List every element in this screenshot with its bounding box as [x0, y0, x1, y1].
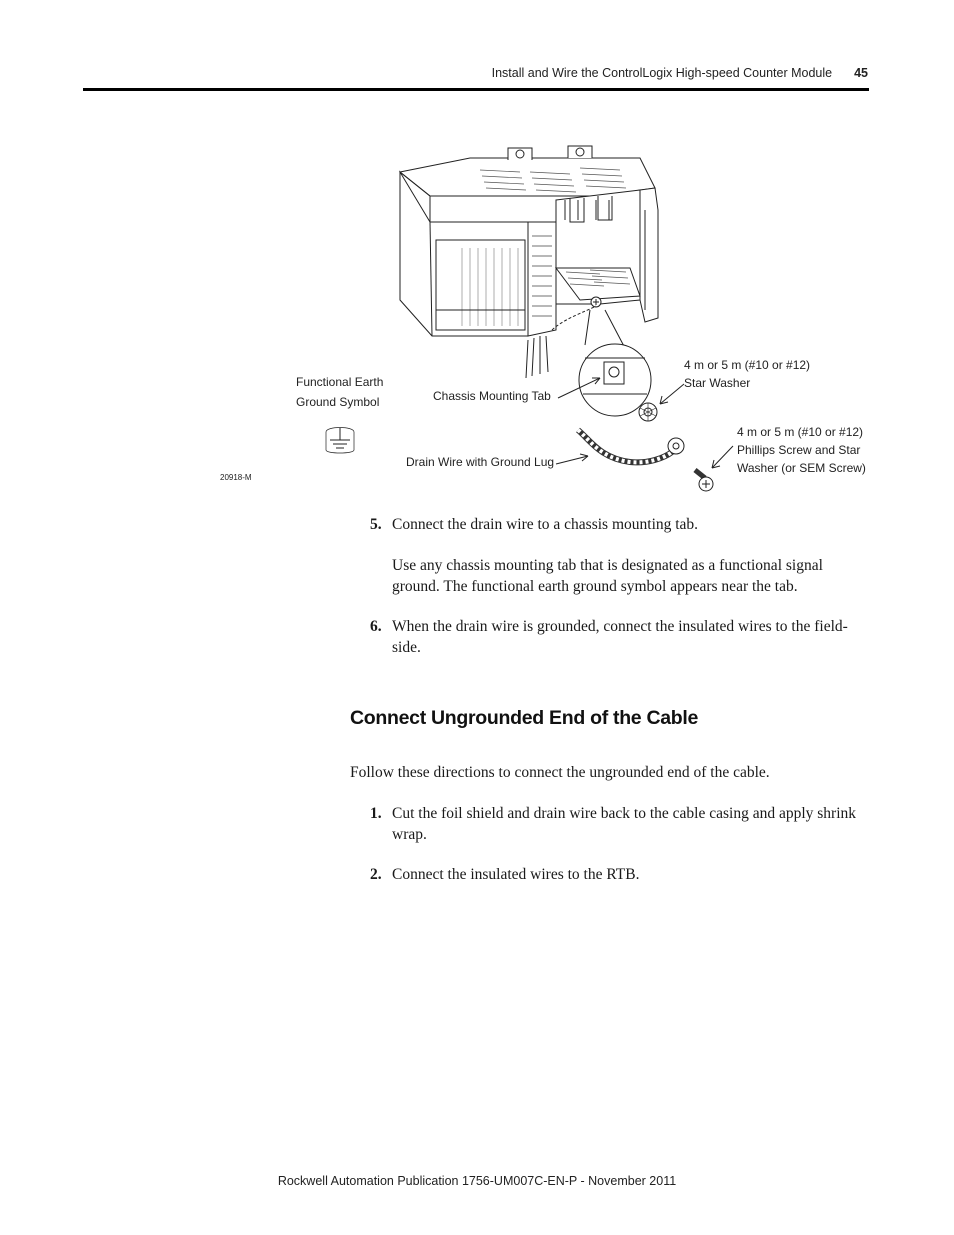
star-washer [639, 403, 657, 421]
figure-id: 20918-M [220, 473, 252, 482]
label-functional-earth: Functional Earth Ground Symbol [296, 375, 384, 409]
step-text: When the drain wire is grounded, connect the insulated wires to the field-side. [392, 618, 848, 656]
label-drain-wire: Drain Wire with Ground Lug [406, 455, 555, 469]
step-number: 1. [370, 805, 382, 822]
header-title: Install and Wire the ControlLogix High-speed Counter Module [491, 66, 833, 80]
top-mounting-tab-right [568, 146, 592, 158]
step-1 [350, 804, 870, 845]
arrow-phillips-screw [712, 446, 733, 468]
label-chassis-mounting-tab: Chassis Mounting Tab [433, 389, 551, 403]
chassis-side-panel [640, 188, 658, 322]
step-number: 2. [370, 866, 382, 883]
step-text: Connect the insulated wires to the RTB. [392, 866, 640, 883]
label-phillips-screw: 4 m or 5 m (#10 or #12) Phillips Screw and Star Washer (or SEM Screw) [737, 425, 866, 475]
drain-wire-with-lug [578, 430, 684, 462]
step-number: 6. [370, 618, 382, 635]
step-text: Cut the foil shield and drain wire back to the cable casing and apply shrink wrap. [392, 805, 857, 843]
section-heading: Connect Ungrounded End of the Cable [350, 707, 699, 729]
arrow-star-washer [660, 384, 684, 404]
page-footer: Rockwell Automation Publication 1756-UM007C-EN-P - November 2011 [277, 1174, 677, 1188]
step-text: Connect the drain wire to a chassis mounting tab. [392, 516, 699, 533]
step-5 [350, 515, 870, 536]
step-5-note: Use any chassis mounting tab that is designated as a functional signal ground. The functional earth ground symbol appears near the tab. [392, 557, 823, 595]
page-number: 45 [854, 66, 868, 80]
functional-earth-ground-icon [326, 428, 354, 454]
step-2 [350, 865, 870, 886]
phillips-screw [695, 470, 713, 491]
label-star-washer: 4 m or 5 m (#10 or #12) Star Washer [684, 358, 811, 390]
section-intro: Follow these directions to connect the ungrounded end of the cable. [350, 764, 770, 781]
terminal-block [528, 222, 556, 336]
step-number: 5. [370, 516, 382, 533]
module-body [400, 172, 528, 336]
step-6 [350, 617, 870, 658]
chassis-top-panel [400, 158, 655, 196]
top-mounting-tab-left [508, 148, 532, 160]
